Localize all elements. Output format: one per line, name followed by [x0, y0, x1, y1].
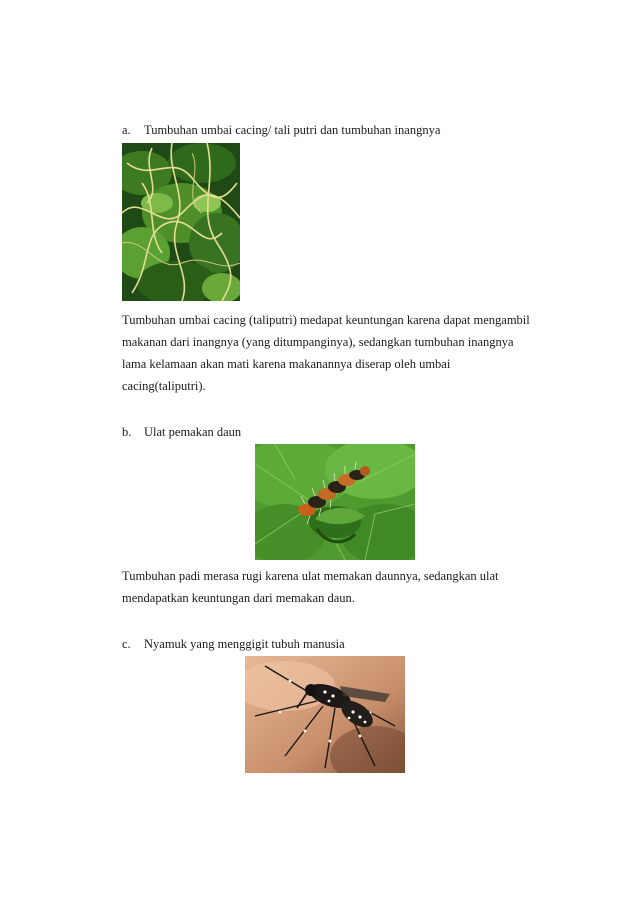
section-a-line-3: lama kelamaan akan mati karena makanannya diserap oleh umbai [122, 357, 451, 371]
section-b-line-1: Tumbuhan padi merasa rugi karena ulat memakan daunnya, sedangkan ulat [122, 569, 499, 583]
section-a-line-2: makanan dari inangnya (yang ditumpanginya), sedangkan tumbuhan inangnya [122, 335, 514, 349]
section-b-marker: b. [122, 425, 132, 439]
caterpillar-photo [255, 444, 415, 560]
caterpillar-image [255, 444, 415, 560]
section-b-description [122, 565, 552, 609]
dodder-vine-photo [122, 143, 240, 301]
section-a-description [122, 309, 552, 397]
section-a-line-1: Tumbuhan umbai cacing (taliputri) medapat keuntungan karena dapat mengambil [122, 313, 530, 327]
mosquito-photo [245, 656, 405, 773]
section-b-heading [122, 424, 241, 440]
section-a-line-4: cacing(taliputri). [122, 379, 206, 393]
section-c-heading [122, 636, 345, 652]
mosquito-image [245, 656, 405, 773]
section-c-title: Nyamuk yang menggigit tubuh manusia [144, 637, 345, 651]
section-a-title: Tumbuhan umbai cacing/ tali putri dan tumbuhan inangnya [144, 123, 441, 137]
section-a-heading [122, 122, 440, 138]
dodder-vine-image [122, 143, 240, 301]
section-c-marker: c. [122, 637, 131, 651]
section-b-title: Ulat pemakan daun [144, 425, 242, 439]
section-b-line-2: mendapatkan keuntungan dari memakan daun. [122, 591, 355, 605]
section-a-marker: a. [122, 123, 131, 137]
